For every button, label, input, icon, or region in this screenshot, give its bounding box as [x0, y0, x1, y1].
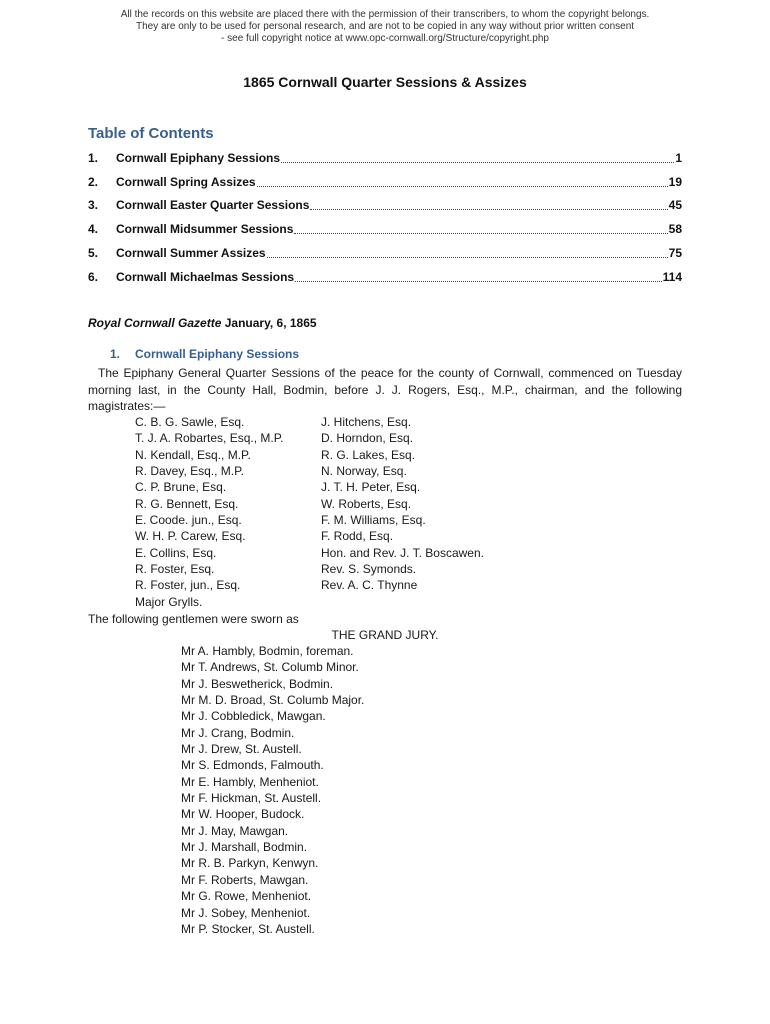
toc-heading: Table of Contents: [88, 125, 214, 142]
magistrate-name: J. T. H. Peter, Esq.: [321, 480, 421, 495]
intro-paragraph: [88, 365, 682, 415]
magistrate-name: Hon. and Rev. J. T. Boscawen.: [321, 545, 484, 560]
magistrate-name: E. Coode. jun., Esq.: [135, 513, 242, 528]
toc-dot-leader: [295, 272, 662, 282]
juror-name: Mr J. Cobbledick, Mawgan.: [181, 709, 326, 724]
toc-entry-summer-assizes[interactable]: [88, 241, 682, 265]
magistrate-name: F. Rodd, Esq.: [321, 529, 394, 544]
toc-dot-leader: [281, 153, 674, 163]
toc-entry-label[interactable]: Cornwall Epiphany Sessions: [116, 150, 281, 165]
toc-entry-number: 4.: [88, 222, 99, 237]
toc-entry-number: 2.: [88, 174, 99, 189]
section-title: Cornwall Epiphany Sessions: [135, 347, 300, 361]
sworn-text: The following gentlemen were sworn as: [88, 612, 299, 626]
toc-entry-number: 3.: [88, 198, 99, 213]
toc-entry-page[interactable]: 114: [662, 269, 682, 284]
juror-name: Mr J. Crang, Bodmin.: [181, 725, 295, 740]
toc-entry-easter[interactable]: [88, 194, 682, 218]
toc-entry-page[interactable]: 1: [675, 150, 682, 165]
magistrate-name: W. H. P. Carew, Esq.: [135, 529, 246, 544]
juror-name: Mr R. B. Parkyn, Kenwyn.: [181, 856, 319, 871]
toc-entry-page[interactable]: 19: [668, 174, 682, 189]
section-heading: [110, 347, 299, 361]
toc-entry-midsummer[interactable]: [88, 217, 682, 241]
toc-dot-leader: [294, 224, 667, 234]
juror-name: Mr W. Hooper, Budock.: [181, 807, 305, 822]
toc-entry-page[interactable]: 45: [668, 198, 682, 213]
magistrate-name: R. G. Bennett, Esq.: [135, 496, 239, 511]
toc-entry-label[interactable]: Cornwall Summer Assizes: [116, 246, 266, 261]
document-title: 1865 Cornwall Quarter Sessions & Assizes: [243, 74, 527, 90]
toc-dot-leader: [257, 177, 668, 187]
copyright-notice: [0, 9, 770, 45]
toc-entry-number: 6.: [88, 269, 99, 284]
toc-entry-label[interactable]: Cornwall Spring Assizes: [116, 174, 256, 189]
section-number: 1.: [110, 347, 121, 361]
juror-name: Mr S. Edmonds, Falmouth.: [181, 758, 324, 773]
copyright-line-2: They are only to be used for personal research, and are not to be copied in any way without prior written consent: [135, 21, 635, 32]
juror-name: Mr E. Hambly, Menheniot.: [181, 774, 319, 789]
toc-entry-label[interactable]: Cornwall Midsummer Sessions: [116, 222, 294, 237]
magistrate-name: J. Hitchens, Esq.: [321, 415, 412, 429]
magistrate-name: E. Collins, Esq.: [135, 545, 217, 560]
copyright-line-1: All the records on this website are placed there with the permission of their transcribers, to whom the copyright belongs.: [120, 9, 650, 20]
juror-name: Mr G. Rowe, Menheniot.: [181, 889, 312, 904]
juror-name: Mr M. D. Broad, St. Columb Major.: [181, 693, 365, 708]
toc-dot-leader: [310, 200, 667, 210]
magistrate-name: T. J. A. Robartes, Esq., M.P.: [135, 431, 284, 446]
grand-jury-heading: [0, 627, 770, 643]
publication-date: January, 6, 1865: [224, 316, 317, 330]
toc-entry-page[interactable]: 58: [668, 222, 682, 237]
toc-entry-label[interactable]: Cornwall Michaelmas Sessions: [116, 269, 295, 284]
juror-name: Mr A. Hambly, Bodmin, foreman.: [181, 644, 354, 658]
magistrate-name: R. Davey, Esq., M.P.: [135, 464, 244, 479]
magistrate-name: C. B. G. Sawle, Esq.: [135, 415, 245, 429]
juror-name: Mr P. Stocker, St. Austell.: [181, 921, 315, 936]
grand-jury-heading-text: THE GRAND JURY.: [331, 628, 439, 642]
magistrates-column-right: [321, 414, 484, 594]
juror-name: Mr J. Beswetherick, Bodmin.: [181, 676, 334, 691]
newspaper-name: Royal Cornwall Gazette: [88, 316, 222, 330]
juror-name: Mr J. Marshall, Bodmin.: [181, 840, 308, 855]
toc-entry-label[interactable]: Cornwall Easter Quarter Sessions: [116, 198, 310, 213]
toc-entry-michaelmas[interactable]: [88, 265, 682, 289]
magistrates-column-left: [135, 414, 284, 610]
juror-name: Mr J. Drew, St. Austell.: [181, 742, 302, 757]
magistrate-name: Major Grylls.: [135, 594, 203, 609]
juror-name: Mr T. Andrews, St. Columb Minor.: [181, 660, 359, 675]
source-citation: [88, 316, 317, 330]
copyright-line-3: - see full copyright notice at www.opc-cornwall.org/Structure/copyright.php: [221, 33, 549, 44]
juror-name: Mr J. Sobey, Menheniot.: [181, 905, 311, 920]
toc-dot-leader: [267, 248, 668, 258]
magistrate-name: N. Norway, Esq.: [321, 464, 407, 479]
jurors-list: [181, 643, 364, 937]
magistrate-name: R. Foster, jun., Esq.: [135, 578, 241, 593]
magistrate-name: R. G. Lakes, Esq.: [321, 447, 416, 462]
toc-entry-page[interactable]: 75: [668, 246, 682, 261]
toc-entry-spring-assizes[interactable]: [88, 170, 682, 194]
toc-entry-number: 5.: [88, 246, 99, 261]
juror-name: Mr J. May, Mawgan.: [181, 823, 289, 838]
magistrate-name: N. Kendall, Esq., M.P.: [135, 447, 251, 462]
magistrate-name: Rev. A. C. Thynne: [321, 578, 418, 593]
intro-text: The Epiphany General Quarter Sessions of the peace for the county of Cornwall, commenced on Tuesday morning last, in the County Hall, Bodmin, before J. J. Rogers, Esq., M.P., chairman, and the following magistrates:—: [88, 366, 682, 413]
table-of-contents: [88, 146, 682, 289]
juror-name: Mr F. Roberts, Mawgan.: [181, 872, 309, 887]
magistrate-name: Rev. S. Symonds.: [321, 562, 417, 577]
magistrate-name: D. Horndon, Esq.: [321, 431, 414, 446]
toc-entry-epiphany[interactable]: [88, 146, 682, 170]
magistrate-name: C. P. Brune, Esq.: [135, 480, 227, 495]
magistrate-name: W. Roberts, Esq.: [321, 496, 412, 511]
toc-entry-number: 1.: [88, 150, 99, 165]
juror-name: Mr F. Hickman, St. Austell.: [181, 791, 322, 806]
magistrate-name: F. M. Williams, Esq.: [321, 513, 426, 528]
magistrate-name: R. Foster, Esq.: [135, 562, 215, 577]
